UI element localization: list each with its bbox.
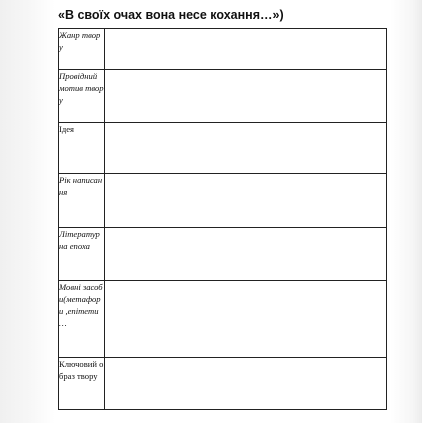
table-row-language-means bbox=[59, 281, 387, 358]
table-row-epoch bbox=[59, 228, 387, 281]
table-row-motive bbox=[59, 70, 387, 123]
table-row-year bbox=[59, 174, 387, 228]
table-row-key-image bbox=[59, 358, 387, 410]
answer-cell-epoch[interactable] bbox=[104, 228, 386, 281]
row-label-epoch: Літературна епоха bbox=[59, 228, 105, 281]
row-label-key-image: Ключовий образ твору bbox=[59, 358, 105, 410]
answer-cell-genre[interactable] bbox=[104, 29, 386, 70]
row-label-year: Рік написання bbox=[59, 174, 105, 228]
answer-cell-motive[interactable] bbox=[104, 70, 386, 123]
analysis-table bbox=[58, 28, 387, 410]
row-label-motive: Провідний мотив твору bbox=[59, 70, 105, 123]
row-label-genre: Жанр твору bbox=[59, 29, 105, 70]
table-row-idea bbox=[59, 123, 387, 174]
worksheet-title: «В своїх очах вона несе кохання…») bbox=[58, 8, 284, 22]
answer-cell-year[interactable] bbox=[104, 174, 386, 228]
row-label-language-means: Мовні засоби(метафори ,епітети … bbox=[59, 281, 105, 358]
row-label-idea: Ідея bbox=[59, 123, 105, 174]
answer-cell-key-image[interactable] bbox=[104, 358, 386, 410]
table-row-genre bbox=[59, 29, 387, 70]
answer-cell-idea[interactable] bbox=[104, 123, 386, 174]
answer-cell-language-means[interactable] bbox=[104, 281, 386, 358]
